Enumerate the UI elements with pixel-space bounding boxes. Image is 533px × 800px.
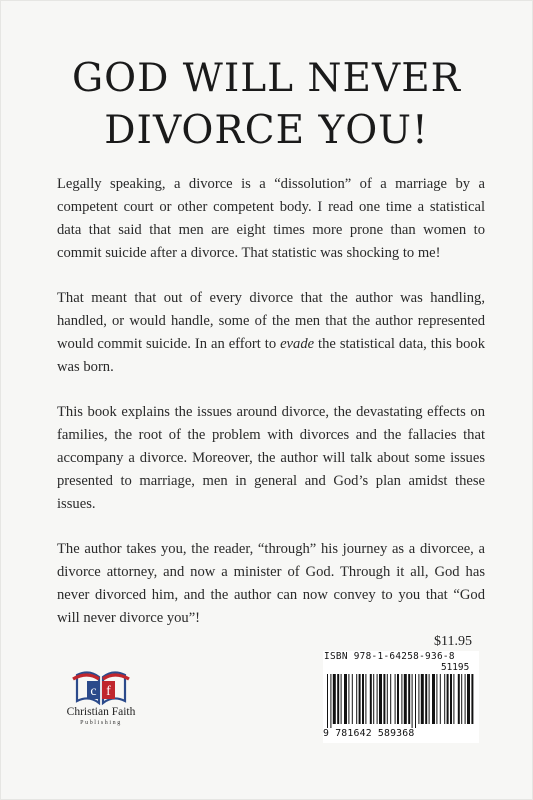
blurb-paragraph-2-end: the statistical data, this book was born. <box>57 336 485 375</box>
blurb-paragraph-3: This book explains the issues around divorce, the devastating effects on families, the root of the problem with divorces and the fallacies that accompany a divorce. Moreover, the author will talk about some issues presented to marriage, men in general and God’s plan amidst these issues. <box>57 404 485 512</box>
barcode-number: 9 781642 589368 <box>323 728 415 739</box>
blurb-paragraph-2 <box>57 287 485 379</box>
publisher-logo <box>53 665 149 745</box>
publisher-logo-letter-c: c <box>90 684 97 699</box>
isbn-text: ISBN 978-1-64258-936-8 <box>324 651 455 662</box>
publisher-logo-letter-f: f <box>106 684 111 699</box>
cover-title-line-2: DIVORCE YOU! <box>104 108 429 153</box>
blurb-emphasis-evade: evade <box>280 336 315 352</box>
price-label: $11.95 <box>434 634 472 649</box>
publisher-subtitle: Publishing <box>80 720 122 726</box>
cover-title <box>1 53 532 157</box>
isbn-barcode <box>323 651 479 743</box>
cover-title-line-1: GOD WILL NEVER <box>71 56 462 101</box>
blurb <box>57 173 485 652</box>
blurb-paragraph-1: Legally speaking, a divorce is a “dissolution” of a marriage by a competent court or other competent body. I read one time a statistical data that said that men are eight times more prone than women to commit suicide after a divorce. That statistic was shocking to me! <box>57 176 485 261</box>
blurb-paragraph-2-start: That meant that out of every divorce that the author was handling, handled, or would handle, some of the men that the author represented would commit suicide. In an effort to <box>57 290 485 352</box>
blurb-paragraph-4: The author takes you, the reader, “through” his journey as a divorcee, a divorce attorney, and now a minister of God. Through it all, God has never divorced him, and the author can now convey to you that “God will never divorce you”! <box>57 541 485 626</box>
publisher-name: Christian Faith <box>66 706 136 718</box>
publisher-book-icon <box>53 665 149 707</box>
barcode-bars <box>323 674 479 728</box>
price-code: 51195 <box>441 662 470 673</box>
